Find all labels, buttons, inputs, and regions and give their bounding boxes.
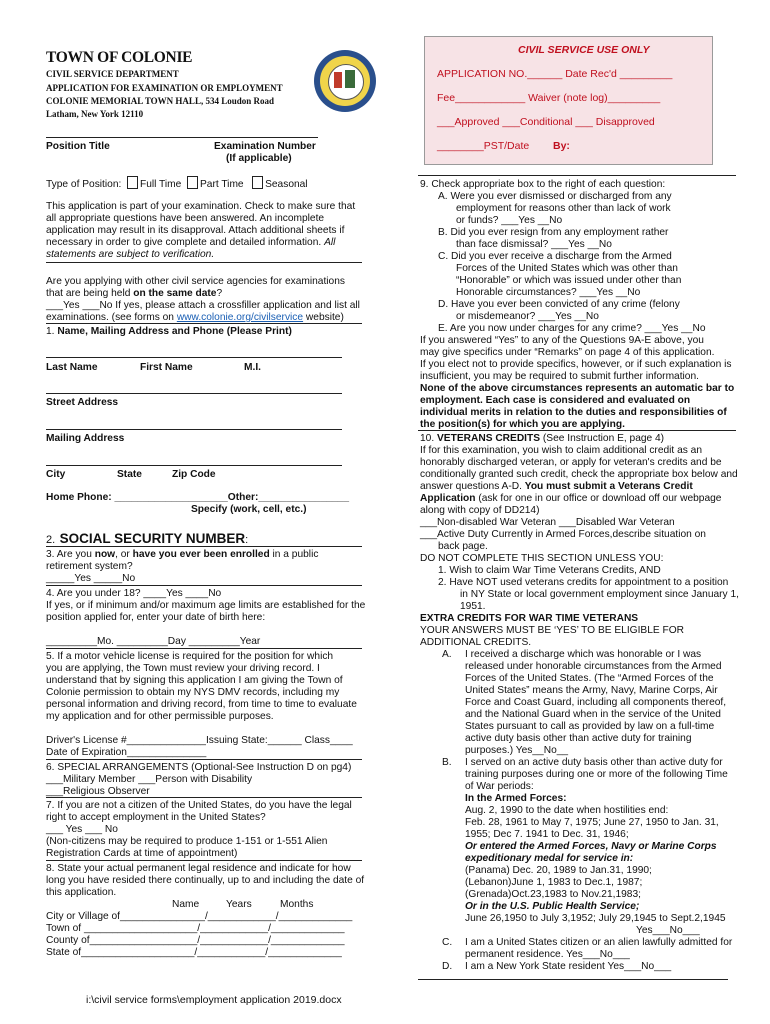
extra-credits-line-2: YOUR ANSWERS MUST BE ‘YES’ TO BE ELIGIBLE FOR [420,625,684,636]
xb-lebanon: (Lebanon)June 1, 1983 to Dec.1, 1987; [465,877,643,888]
q7-line-1: 7. If you are not a citizen of the United States, do you have the legal [46,800,352,811]
residence-town-row: Town of ____________________/____________/_____________ [46,923,345,934]
q8-divider [46,860,362,861]
active-duty-option-cont: back page. [438,541,488,552]
position-type-label: Type of Position: [46,179,122,190]
street-line [46,393,342,394]
right-top-divider [418,175,736,176]
condition-2: 2. Have NOT used veterans credits for appointment to a position [438,577,729,588]
intro-divider [46,262,362,263]
q9a-line-2: employment for reasons other than lack of work [456,203,671,214]
position-title-label: Position Title [46,141,110,152]
xb-line-6: Feb. 28, 1961 to May 7, 1975; June 27, 1950 to Jan. 31, [465,817,719,828]
xb-line-5: Aug. 2, 1990 to the date when hostilities end: [465,805,669,816]
do-not-complete-line: DO NOT COMPLETE THIS SECTION UNLESS YOU: [420,553,664,564]
q5-line-2: you are applying, the Town must review your driving record. I [46,663,320,674]
q1-divider [46,323,362,324]
drivers-license-line: Driver's License #______________Issuing State:______ Class____ [46,735,353,746]
address-line-2: Latham, New York 12110 [46,109,144,119]
ssn-divider [46,546,362,547]
city-label: City [46,469,66,480]
q9b-line-2: than face dismissal? ___Yes __No [456,239,612,250]
mailing-line [46,429,342,430]
address-line-1: COLONIE MEMORIAL TOWN HALL, 534 Loudon Road [46,96,274,106]
q3-answer: _____Yes _____No [46,573,136,584]
department-name: CIVIL SERVICE DEPARTMENT [46,69,179,79]
q5-line-6: my application and for other permissible purposes. [46,711,274,722]
xb-line-15: June 26,1950 to July 3,1952; July 29,1945 to Sept.2,1945 [465,913,726,924]
xb-armed-forces: In the Armed Forces: [465,793,567,804]
xc-line-2: permanent residence. Yes___No___ [465,949,630,960]
xb-letter: B. [442,757,452,768]
xa-line-8: active duty basis other than active duty for training [465,733,692,744]
q7-line-2: right to accept employment in the United States? [46,812,266,823]
q9d-line-2: or misdemeanor? ___Yes __No [456,311,599,322]
q3-line-2: retirement system? [46,561,133,572]
xa-letter: A. [442,649,452,660]
by-label: By: [553,140,570,152]
q9a-line-3: or funds? ___Yes __No [456,215,563,226]
xb-panama: (Panama) Dec. 20, 1989 to Jan.31, 1990; [465,865,652,876]
last-name-label: Last Name [46,362,98,373]
state-label: State [117,469,142,480]
q9-heading: 9. Check appropriate box to the right of each question: [420,179,666,190]
q9c-line-2: Forces of the United States which was other than [456,263,678,274]
other-agencies-line-1: Are you applying with other civil service agencies for examinations [46,276,345,287]
xc-line-1: I am a United States citizen or an alien lawfully admitted for [465,937,733,948]
q8-line-1: 8. State your actual permanent legal residence and indicate for how [46,863,351,874]
q9c-line-4: Honorable circumstances? ___Yes __No [456,287,641,298]
veterans-divider [418,430,736,431]
q3-line-1: 3. Are you now, or have you ever been enrolled in a public [46,549,319,560]
mailing-address-label: Mailing Address [46,433,125,444]
condition-2-cont: in NY State or local government employment since January 1, [460,589,739,600]
q9d-line-1: D. Have you ever been convicted of any crime (felony [438,299,680,310]
intro-line-2: all appropriate questions have been answered. An incomplete [46,213,325,224]
q1-heading: 1. Name, Mailing Address and Phone (Please Print) [46,326,292,337]
q4-line-1: 4. Are you under 18? ____Yes ____No [46,588,222,599]
full-time-label: Full Time [140,179,182,190]
file-path-footer: i:\civil service forms\employment application 2019.docx [86,994,342,1006]
residence-county-row: County of___________________/____________/_____________ [46,935,345,946]
date-of-birth-line: _________Mo. _________Day _________Year [46,636,261,647]
extra-credits-heading: EXTRA CREDITS FOR WAR TIME VETERANS [420,613,639,624]
residence-state-row: State of____________________/____________/_____________ [46,947,342,958]
veteran-type-options: ___Non-disabled War Veteran ___Disabled War Veteran [420,517,675,528]
q4-line-3: position applied for, enter your date of birth here: [46,612,266,623]
xa-line-6: and the National Guard when in the service of the United [465,709,721,720]
zip-label: Zip Code [172,469,216,480]
q5-line-3: understand that by signing this application I am giving the Town of [46,675,343,686]
ssn-heading: 2. SOCIAL SECURITY NUMBER: [46,531,249,546]
xb-public-health: Or in the U.S. Public Health Service; [465,901,640,912]
full-time-checkbox[interactable] [127,176,138,189]
xa-line-3: Forces of the United States. (The “Armed Forces of the [465,673,714,684]
xb-grenada: (Grenada)Oct.23,1983 to Nov.21,1983; [465,889,641,900]
intro-line-4: necessary in order to give complete and detailed information. All [46,237,336,248]
other-agencies-line-2: that are being held on the same date? [46,288,223,299]
extra-credits-line-3: ADDITIONAL CREDITS. [420,637,532,648]
position-type-row [46,176,308,191]
mi-label: M.I. [244,362,261,373]
intro-line-1: This application is part of your examination. Check to make sure that [46,201,356,212]
q9a-line-1: A. Were you ever dismissed or discharged from any [438,191,672,202]
application-number-line: APPLICATION NO.______ Date Rec'd _________ [437,68,673,80]
intro-line-5: statements are subject to verification. [46,249,215,260]
town-title: TOWN OF COLONIE [46,49,193,66]
veterans-line-5: Application (ask for one in our office or download off our webpage [420,493,722,504]
veterans-line-2: honorably discharged veteran, or apply for veteran's credits and be [420,457,722,468]
exam-number-label: Examination Number [214,141,316,152]
position-title-line [46,137,216,138]
part-time-label: Part Time [200,179,244,190]
part-time-checkbox[interactable] [187,176,198,189]
q6-options-1: ___Military Member ___Person with Disability [46,774,253,785]
xa-line-1: I received a discharge which was honorable or I was [465,649,702,660]
condition-1: 1. Wish to claim War Time Veterans Credits, AND [438,565,661,576]
xb-line-9: expeditionary medal for service in: [465,853,634,864]
remarks-line-2: may give specifics under “Remarks” on page 4 of this application. [420,347,715,358]
q4-divider [46,585,362,586]
application-title: APPLICATION FOR EXAMINATION OR EMPLOYMENT [46,83,283,93]
xc-letter: C. [442,937,453,948]
q4-line-2: If yes, or if minimum and/or maximum age limits are established for the [46,600,366,611]
q8-line-3: this application. [46,887,117,898]
remarks-line-4: insufficient, you may be required to submit further information. [420,371,699,382]
intro-line-3: application may result in its disapproval. Attach additional sheets if [46,225,345,236]
remarks-line-3: If you elect not to provide specifics, however, or if such explanation is [420,359,732,370]
q9c-line-3: “Honorable” or which was issued under other than [456,275,682,286]
q5-line-5: personal information and driving record, from time to time to evaluate [46,699,357,710]
veterans-line-1: If for this examination, you wish to claim additional credit as an [420,445,702,456]
xa-line-2: released under honorable circumstances from the Armed [465,661,722,672]
veterans-line-4: answer questions A-D. You must submit a Veterans Credit [420,481,693,492]
first-name-label: First Name [140,362,193,373]
remarks-line-1: If you answered “Yes” to any of the Questions 9A-E above, you [420,335,704,346]
condition-2-cont-2: 1951. [460,601,486,612]
name-line [46,357,342,358]
q5-line-4: Colonie permission to obtain my NYS DMV records, including my [46,687,340,698]
seasonal-label: Seasonal [265,179,308,190]
q7-answer: ___ Yes ___ No [46,824,118,835]
other-agencies-line-4: examinations. (see forms on www.colonie.org/civilservice website) [46,312,344,323]
veterans-line-6: along with copy of DD214) [420,505,540,516]
expiration-line: Date of Expiration______________ [46,747,207,758]
veterans-line-3: conditionally granted such credit, check the appropriate box below and [420,469,738,480]
remarks-line-8: the position(s) for which you are applying. [420,419,625,430]
xb-line-8: Or entered the Armed Forces, Navy or Marine Corps [465,841,717,852]
approval-line: ___Approved ___Conditional ___ Disapproved [437,116,655,128]
xd-line: I am a New York State resident Yes___No___ [465,961,672,972]
xa-line-7: States pursuant to call as provided by law on a full-time [465,721,715,732]
q5-line-1: 5. If a motor vehicle license is required for the position for which [46,651,334,662]
right-bottom-divider [418,979,728,980]
other-agencies-line-3: ___Yes ___No If yes, please attach a crossfiller application and list all [46,300,360,311]
residence-city-row: City or Village of_______________/____________/_____________ [46,911,353,922]
q9e-line: E. Are you now under charges for any crime? ___Yes __No [438,323,706,334]
civil-service-link[interactable]: www.colonie.org/civilservice [176,312,304,323]
fee-line: Fee____________ Waiver (note log)_________ [437,92,661,104]
office-use-box [424,36,713,165]
q5-divider [46,648,362,649]
phone-specify-label: Specify (work, cell, etc.) [191,504,307,515]
xb-line-7: 1955; Dec 7. 1941 to Dec. 31, 1946; [465,829,629,840]
street-address-label: Street Address [46,397,119,408]
xd-letter: D. [442,961,453,972]
q8-name-col: Name [172,899,200,910]
xb-answer: Yes___No___ [636,925,700,936]
pst-date-line: ________PST/Date [437,140,530,152]
home-phone-line: Home Phone: ____________________Other:________________ [46,492,350,503]
xb-line-1: I served on an active duty basis other than active duty for [465,757,723,768]
exam-number-line [214,137,318,138]
q8-years-col: Years [226,899,252,910]
remarks-line-6: employment. Each case is considered and evaluated on [420,395,691,406]
xb-line-3: of War periods: [465,781,534,792]
xb-line-2: training purposes during one or more of the following Time [465,769,728,780]
xa-line-4: United States” means the Army, Navy, Marine Corps, Air [465,685,718,696]
q9b-line-1: B. Did you ever resign from any employment rather [438,227,669,238]
town-seal-logo [314,50,376,112]
q9c-line-1: C. Did you ever receive a discharge from the Armed [438,251,672,262]
q6-options-2: ___Religious Observer [46,786,150,797]
q8-months-col: Months [280,899,314,910]
q7-divider [46,797,362,798]
q8-line-2: long you have resided there continually, up to and including the date of [46,875,365,886]
city-line [46,465,342,466]
q7-line-4: (Non-citizens may be required to produce 1-151 or 1-551 Alien [46,836,328,847]
office-use-title: CIVIL SERVICE USE ONLY [518,44,650,56]
xa-line-9: purposes.) Yes__No__ [465,745,569,756]
remarks-line-7: individual merits in relation to the duties and responsibilities of [420,407,727,418]
q7-line-5: Registration Cards at time of appointment) [46,848,238,859]
active-duty-option: ___Active Duty Currently in Armed Forces,describe situation on [420,529,706,540]
q6-divider [46,759,362,760]
xa-line-5: Force and Coast Guard, including all components thereof, [465,697,727,708]
remarks-line-5: None of the above circumstances represents an automatic bar to [420,383,735,394]
veterans-heading: 10. VETERANS CREDITS (See Instruction E, page 4) [420,433,665,444]
if-applicable-label: (If applicable) [226,153,292,164]
seasonal-checkbox[interactable] [252,176,263,189]
q6-heading: 6. SPECIAL ARRANGEMENTS (Optional-See Instruction D on pg4) [46,762,352,773]
